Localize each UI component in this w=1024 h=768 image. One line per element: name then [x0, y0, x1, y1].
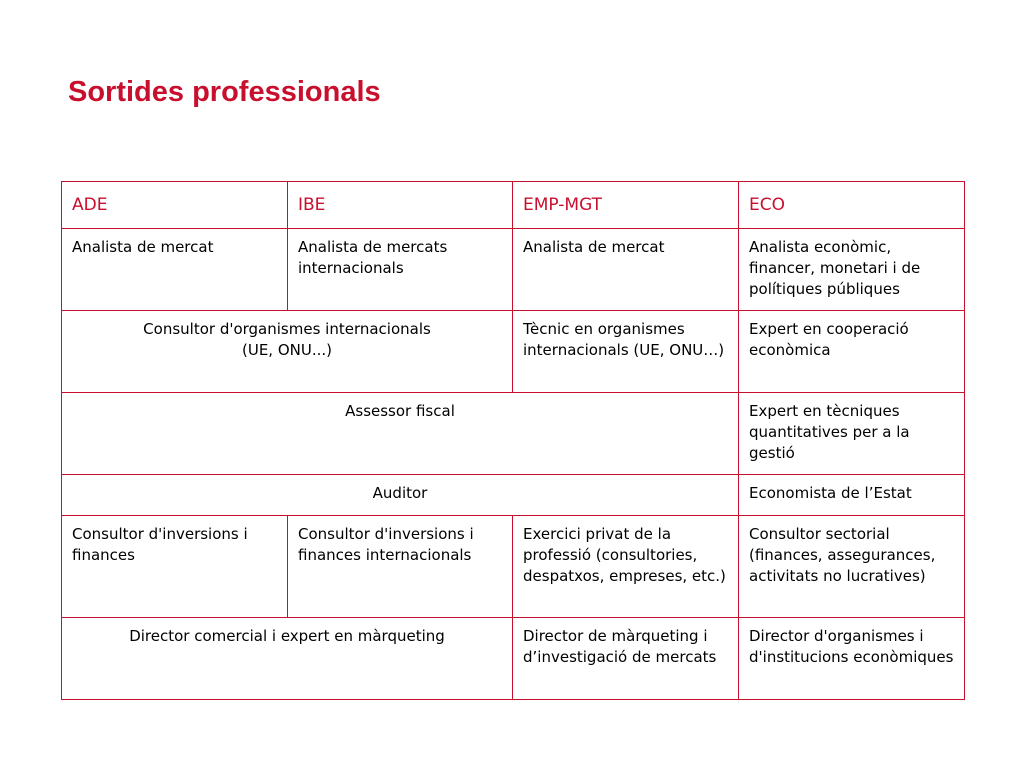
cell-eco: Analista econòmic, financer, monetari i de polítiques públiques: [739, 229, 965, 311]
cell-line: Consultor d'organismes internacionals: [143, 320, 431, 338]
cell-eco: Consultor sectorial (finances, assegurances, activitats no lucratives): [739, 516, 965, 618]
table-row: [62, 229, 965, 311]
cell-eco: Expert en cooperació econòmica: [739, 311, 965, 393]
table-row: [62, 618, 965, 700]
table-row: [62, 475, 965, 516]
table-row: [62, 393, 965, 475]
cell-ade: Analista de mercat: [62, 229, 288, 311]
careers-table: [61, 181, 965, 700]
cell-ade: Consultor d'inversions i finances: [62, 516, 288, 618]
cell-eco: Director d'organismes i d'institucions econòmiques: [739, 618, 965, 700]
table-row: [62, 311, 965, 393]
cell-emp-mgt: Tècnic en organismes internacionals (UE, ONU…): [513, 311, 739, 393]
cell-ibe: Consultor d'inversions i finances internacionals: [288, 516, 513, 618]
cell-ade-ibe: [62, 311, 513, 393]
cell-ade-ibe-emp: Auditor: [62, 475, 739, 516]
table-row: [62, 516, 965, 618]
cell-emp-mgt: Exercici privat de la professió (consultories, despatxos, empreses, etc.): [513, 516, 739, 618]
cell-ade-ibe-emp: Assessor fiscal: [62, 393, 739, 475]
header-eco: ECO: [739, 182, 965, 229]
table-header-row: [62, 182, 965, 229]
cell-emp-mgt: Analista de mercat: [513, 229, 739, 311]
header-ibe: IBE: [288, 182, 513, 229]
cell-emp-mgt: Director de màrqueting i d’investigació de mercats: [513, 618, 739, 700]
cell-ade-ibe: Director comercial i expert en màrqueting: [62, 618, 513, 700]
header-ade: ADE: [62, 182, 288, 229]
cell-ibe: Analista de mercats internacionals: [288, 229, 513, 311]
cell-eco: Economista de l’Estat: [739, 475, 965, 516]
cell-eco: Expert en tècniques quantitatives per a la gestió: [739, 393, 965, 475]
slide-title: Sortides professionals: [68, 76, 381, 108]
header-emp-mgt: EMP-MGT: [513, 182, 739, 229]
cell-line: (UE, ONU...): [241, 341, 332, 359]
